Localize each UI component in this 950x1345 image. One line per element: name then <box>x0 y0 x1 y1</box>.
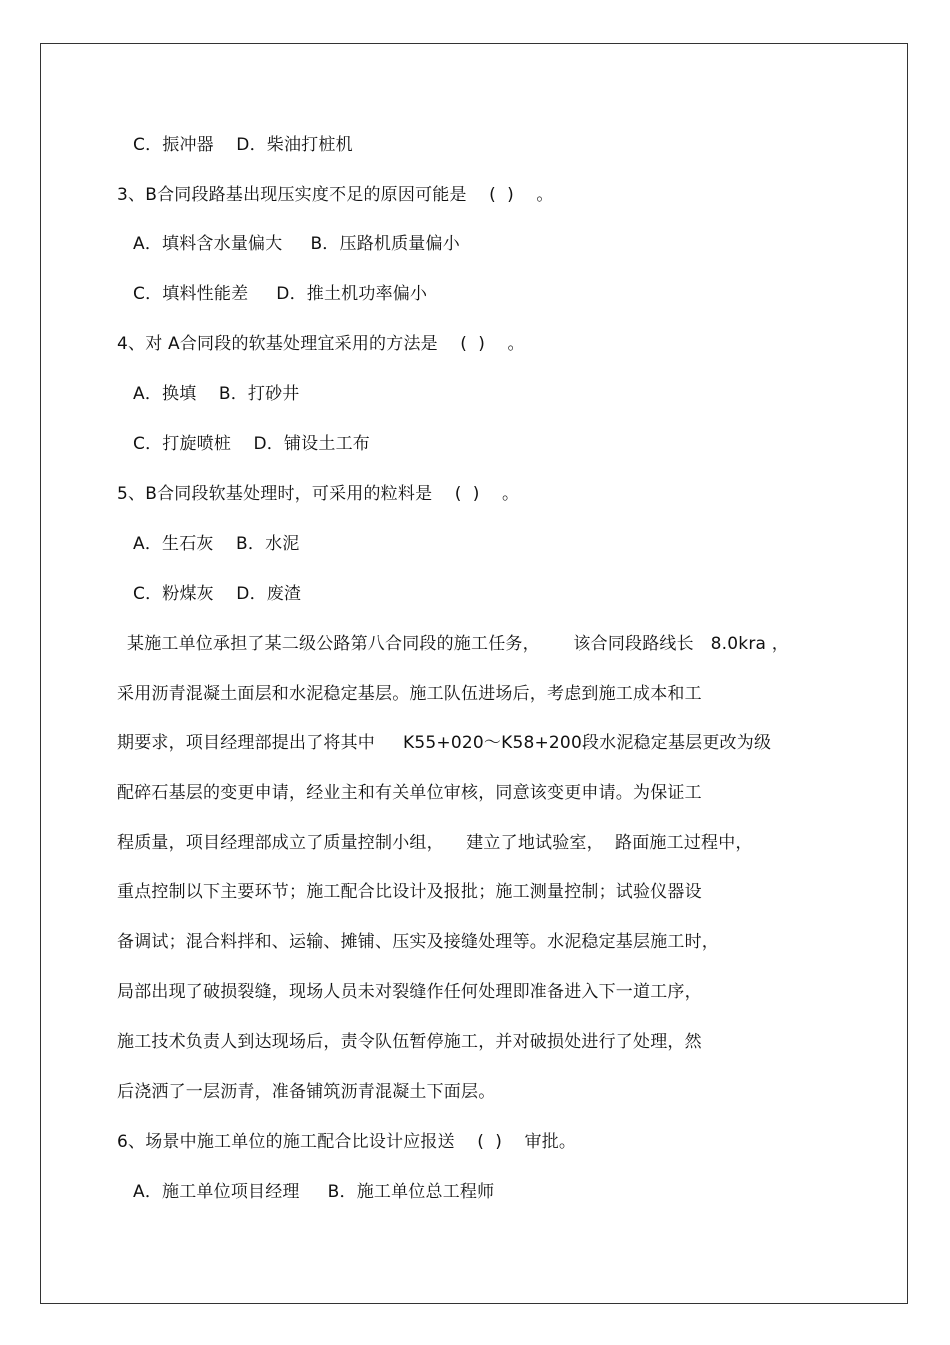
option-line-c-d: C．填料性能差 D．推土机功率偏小 <box>133 284 428 304</box>
scenario-paragraph-line: 备调试；混合料拌和、运输、摊铺、压实及接缝处理等。水泥稳定基层施工时， <box>117 932 719 952</box>
scenario-paragraph-line: 采用沥青混凝土面层和水泥稳定基层。施工队伍进场后，考虑到施工成本和工 <box>117 684 702 704</box>
option-line-a-b: A．生石灰 B．水泥 <box>133 534 300 554</box>
scenario-paragraph-line: 局部出现了破损裂缝，现场人员未对裂缝作任何处理即准备进入下一道工序， <box>117 982 702 1002</box>
scenario-paragraph-line: 配碎石基层的变更申请，经业主和有关单位审核，同意该变更申请。为保证工 <box>117 783 702 803</box>
option-line-c-d: C．粉煤灰 D．废渣 <box>133 584 302 604</box>
option-line-a-b: A．填料含水量偏大 B．压路机质量偏小 <box>133 234 460 254</box>
question-5: 5、B合同段软基处理时，可采用的粒料是 ( ) 。 <box>117 484 520 504</box>
question-6: 6、场景中施工单位的施工配合比设计应报送 ( ) 审批。 <box>117 1132 577 1152</box>
scenario-paragraph-line: 期要求，项目经理部提出了将其中 K55+020～K58+200段水泥稳定基层更改为级 <box>117 733 772 753</box>
option-line-a-b: A．施工单位项目经理 B．施工单位总工程师 <box>133 1182 495 1202</box>
scenario-paragraph-line: 后浇洒了一层沥青，准备铺筑沥青混凝土下面层。 <box>117 1082 496 1102</box>
scenario-paragraph-line: 程质量，项目经理部成立了质量控制小组， 建立了地试验室， 路面施工过程中， <box>117 833 753 853</box>
option-line-c-d: C．打旋喷桩 D．铺设土工布 <box>133 434 370 454</box>
question-4: 4、对 A合同段的软基处理宜采用的方法是 ( ) 。 <box>117 334 525 354</box>
question-3: 3、B合同段路基出现压实度不足的原因可能是 ( ) 。 <box>117 185 554 205</box>
option-line-a-b: A．换填 B．打砂井 <box>133 384 300 404</box>
scenario-paragraph-line: 某施工单位承担了某二级公路第八合同段的施工任务， 该合同段路线长 8.0kra ， <box>127 634 789 654</box>
scenario-paragraph-line: 重点控制以下主要环节；施工配合比设计及报批；施工测量控制；试验仪器设 <box>117 882 702 902</box>
option-line-c-d: C．振冲器 D．柴油打桩机 <box>133 135 353 155</box>
scenario-paragraph-line: 施工技术负责人到达现场后，责令队伍暂停施工，并对破损处进行了处理，然 <box>117 1032 702 1052</box>
